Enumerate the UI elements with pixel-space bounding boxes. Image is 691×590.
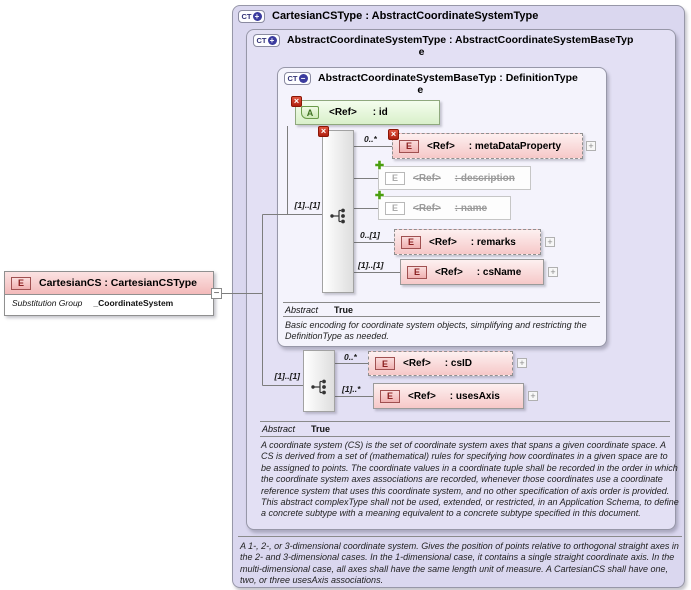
element-icon: E — [11, 277, 31, 290]
element-icon: E — [399, 140, 419, 153]
sequence-indicator[interactable] — [303, 350, 335, 412]
occurrence-label: [1]..[1] — [294, 200, 320, 210]
element-row-csname[interactable] — [400, 259, 544, 285]
removed-badge-icon: × — [388, 129, 399, 140]
element-box-body — [5, 295, 213, 311]
element-icon: E — [385, 172, 405, 185]
element-row-usesaxis[interactable] — [373, 383, 524, 409]
substitution-group-value: _CoordinateSystem — [93, 298, 174, 308]
ref-label: <Ref> — [429, 236, 457, 248]
element-row-metadataproperty[interactable] — [390, 129, 583, 159]
divider — [283, 302, 600, 303]
element-title: CartesianCS : CartesianCSType — [39, 277, 197, 289]
ref-label: <Ref> — [435, 266, 463, 278]
outer-box-documentation: A 1-, 2-, or 3-dimensional coordinate system. Gives the position of points relative to orthogonal straight axes in the 2- and 3-dimensional cases. In the 1-dimensional case, it contains a single straight coordinate axis. In the multi-dimensional case, all axes shall have the same length unit of measure. A CartesianCS shall have one, two, or three usesAxis associations. — [240, 541, 679, 586]
removed-badge-icon: × — [291, 96, 302, 107]
expand-state-icon: + — [268, 36, 277, 45]
element-icon: E — [375, 357, 395, 370]
occurrence-label: [1]..[1] — [358, 260, 384, 270]
element-row-remarks[interactable] — [394, 229, 541, 255]
expand-button[interactable]: + — [528, 391, 538, 401]
added-badge-icon: ✚ — [374, 160, 385, 172]
expand-button[interactable]: + — [517, 358, 527, 368]
sequence-indicator[interactable] — [320, 126, 354, 293]
attribute-row-id[interactable] — [293, 96, 440, 125]
collapse-state-icon: − — [299, 74, 308, 83]
divider — [260, 421, 670, 422]
occurrence-label: [1]..[1] — [274, 371, 300, 381]
attribute-ref-label: <Ref> — [329, 107, 357, 118]
expand-button[interactable]: + — [548, 267, 558, 277]
ref-label: <Ref> — [408, 390, 436, 402]
element-name: : metaDataProperty — [468, 140, 562, 152]
element-icon: E — [385, 202, 405, 215]
divider — [283, 316, 600, 317]
element-box-cartesiancs[interactable] — [4, 271, 214, 316]
divider — [260, 436, 670, 437]
element-name: : usesAxis — [449, 390, 500, 402]
divider — [238, 536, 682, 537]
abstract-value: True — [334, 305, 354, 315]
attribute-icon: A — [301, 106, 319, 119]
element-name: : description — [454, 172, 515, 184]
element-name: : name — [454, 202, 488, 214]
middle-box-documentation: A coordinate system (CS) is the set of coordinate system axes that spans a given coordinate space. A CS is derived from a set of (mathematical) rules for specifying how coordinates in a given space are to be assigned to points. The coordinate values in a coordinate tuple shall be recorded in the order in which the coordinate system axes associations are recorded, whenever those coordinates use a coordinate reference system that uses this coordinate system, and no other specification of axis order is provided. This abstract complexType shall not be used, extended, or restricted, in an Application Schema, to define a concrete subtype with a meaning equivalent to a concrete subtype specified in this document. — [261, 440, 679, 519]
outer-box-title: CartesianCSType : AbstractCoordinateSystemType — [272, 10, 539, 22]
occurrence-label: 0..[1] — [360, 230, 380, 240]
expand-state-icon: + — [253, 12, 262, 21]
abstract-label: Abstract — [262, 424, 296, 434]
inner-box-documentation: Basic encoding for coordinate system objects, simplifying and restricting the DefinitionType as needed. — [285, 320, 587, 342]
abstract-value: True — [311, 424, 331, 434]
sequence-icon — [310, 378, 330, 396]
element-icon: E — [407, 266, 427, 279]
occurrence-label: [1]..* — [342, 384, 361, 394]
occurrence-label: 0..* — [364, 134, 377, 144]
expand-button[interactable]: + — [586, 141, 596, 151]
added-badge-icon: ✚ — [374, 190, 385, 202]
complex-type-icon: CT − — [284, 72, 311, 85]
sequence-icon — [329, 207, 349, 225]
abstract-row — [285, 305, 353, 315]
attribute-name: : id — [372, 107, 388, 118]
occurrence-label: 0..* — [344, 352, 357, 362]
abstract-label: Abstract — [285, 305, 319, 315]
ref-label: <Ref> — [413, 172, 441, 184]
element-name: : remarks — [470, 236, 516, 248]
collapse-handle[interactable]: − — [211, 288, 222, 299]
element-row-csid[interactable] — [368, 351, 513, 376]
abstract-row — [262, 424, 330, 434]
element-icon: E — [380, 390, 400, 403]
inner-box-title: AbstractCoordinateSystemBaseTyp : DefinitionType e — [318, 72, 578, 96]
expand-button[interactable]: + — [545, 237, 555, 247]
complex-type-icon: CT + — [238, 10, 265, 23]
removed-badge-icon: × — [318, 126, 329, 137]
substitution-group-label: Substitution Group — [12, 298, 83, 308]
ref-label: <Ref> — [413, 202, 441, 214]
element-box-header — [5, 272, 213, 295]
element-row-description[interactable] — [374, 160, 531, 190]
element-icon: E — [401, 236, 421, 249]
element-name: : csName — [476, 266, 522, 278]
ref-label: <Ref> — [427, 140, 455, 152]
complex-type-icon: CT + — [253, 34, 280, 47]
element-name: : csID — [444, 358, 473, 369]
ref-label: <Ref> — [403, 358, 431, 369]
middle-box-title: AbstractCoordinateSystemType : AbstractCoordinateSystemBaseTyp e — [287, 34, 634, 58]
element-row-name[interactable] — [374, 190, 511, 220]
